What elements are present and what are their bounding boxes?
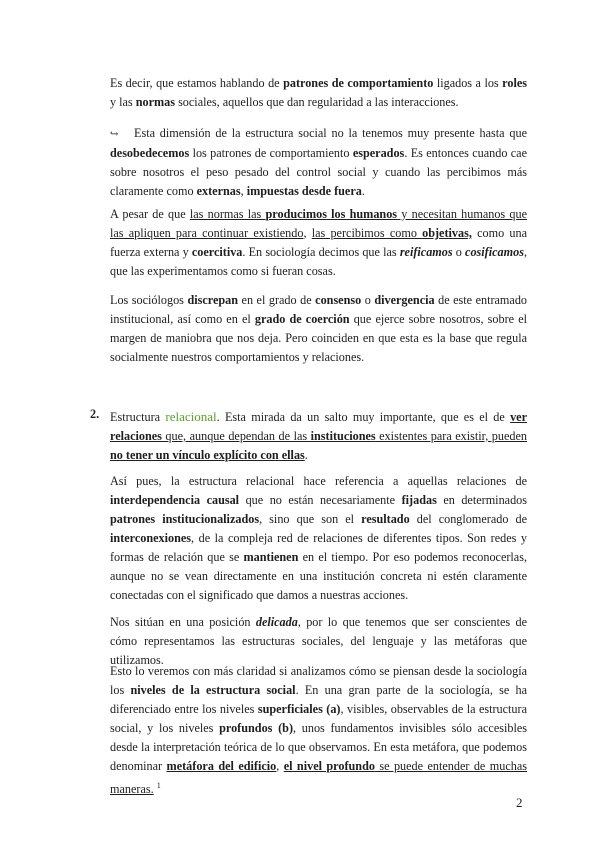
paragraph-sociologos: Los sociólogos discrepan en el grado de consenso o divergencia de este entramado institucional, así como en el grado de coerción que ejerce sobre nosotros, sobre el margen de maniobra que nos deja. Pero coinciden en que esta es la base que regula socialmente nuestros comportamientos y relaciones. (110, 293, 528, 364)
paragraph-desobedecemos: ↪ Esta dimensión de la estructura social no la tenemos muy presente hasta que desobedecemos los patrones de comportamiento esperados. Es entonces cuando cae sobre nosotros el peso pesado del control social y cuando las percibimos más claramente como externas, impuestas desde fuera. (110, 126, 527, 198)
page-number: 2 (516, 795, 523, 810)
paragraph-normas: A pesar de que las normas las producimos los humanos y necesitan humanos que las apliquen para continuar existiendo, las percibimos como objetivas, como una fuerza externa y coercitiva. En sociología decimos que las reificamos o cosificamos, que las experimentamos como si fueran cosas. (110, 207, 528, 278)
highlight-relacional: relacional (165, 409, 217, 424)
paragraph-asi-pues: Así pues, la estructura relacional hace referencia a aquellas relaciones de interdependencia causal que no están necesariamente fijadas en determinados patrones institucionalizados, sino que son el resultado del conglomerado de interconexiones, de la compleja red de relaciones de diferentes tipos. Son redes y formas de relación que se mantienen en el tiempo. Por eso podemos reconocerlas, aunque no se vean directamente en una institución concreta ni estén claramente conectadas con el significado que damos a nuestras acciones. (110, 474, 528, 602)
paragraph-patrones: Es decir, que estamos hablando de patrones de comportamiento ligados a los roles y las normas sociales, aquellos que dan regularidad a las interacciones. (110, 76, 527, 109)
paragraph-estructura-relacional: Estructura relacional. Esta mirada da un salto muy importante, que es el de ver relaciones que, aunque dependan de las instituciones existentes para existir, pueden no tener un vínculo explícito con ellas. (110, 409, 528, 462)
paragraph-niveles: Esto lo veremos con más claridad si analizamos cómo se piensan desde la sociología los niveles de la estructura social. En una gran parte de la sociología, se ha diferenciado entre los niveles superficiales (a), visibles, observables de la estructura social, y los niveles profundos (b), unos fundamentos invisibles sólo accesibles desde la interpretación teórica de lo que observamos. En esta metáfora, que podemos denominar metáfora del edificio, el nivel profundo se puede entender de muchas maneras. $^1$ (110, 664, 527, 797)
paragraph-delicada: Nos sitúan en una posición delicada, por lo que tenemos que ser conscientes de cómo representamos las estructuras sociales, del lenguaje y las metáforas que utilizamos. (110, 615, 527, 667)
list-number: 2. (90, 407, 100, 421)
footnote-marker[interactable]: 1 (156, 781, 161, 790)
arrow-icon: ↪ (110, 129, 119, 140)
